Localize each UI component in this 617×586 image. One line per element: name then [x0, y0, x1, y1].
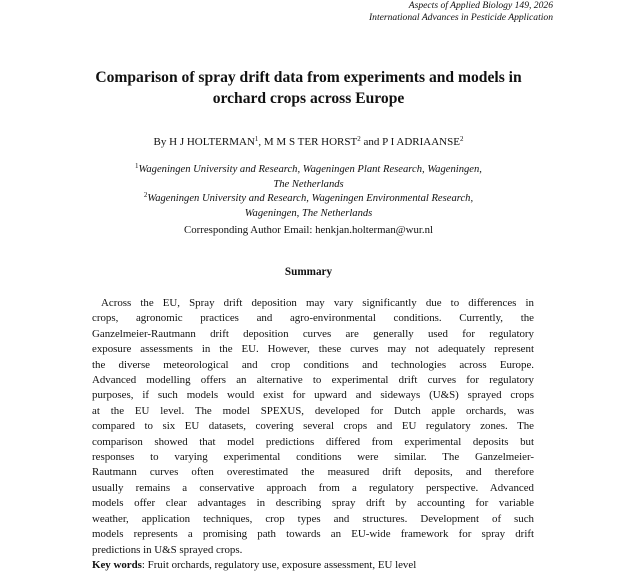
author-name: P I ADRIAANSE	[382, 136, 460, 148]
abstract-line: weather, application techniques, crop types and structures. Development of such	[92, 512, 534, 525]
summary-heading: Summary	[284, 266, 333, 278]
abstract-line: Across the EU, Spray drift deposition may vary significantly due to differences in	[101, 297, 534, 309]
affiliation-line: Wageningen, The Netherlands	[244, 207, 373, 219]
abstract-line: Rautmann curves often overestimated the measured drift deposits, and therefore	[92, 466, 534, 479]
abstract-line: Ganzelmeier-Rautmann drift deposition curves are generally used for regulatory	[92, 327, 534, 340]
affiliation-mark: 2	[143, 191, 148, 199]
author-affiliation-mark: 2	[459, 135, 464, 143]
author-list	[60, 135, 557, 149]
affiliation-line	[60, 163, 557, 178]
affiliation-text: Wageningen University and Research, Wageningen Plant Research, Wageningen,	[138, 164, 482, 175]
corresponding-author: Corresponding Author Email: henkjan.holterman@wur.nl	[184, 224, 433, 236]
abstract-body	[92, 296, 534, 558]
author-separator: and	[360, 136, 383, 148]
abstract-line: Advanced modelling offers an alternative to experimental drift curves for regulatory	[92, 374, 534, 387]
abstract-line: at the EU level. The model SPEXUS, developed for Dutch apple orchards, was	[92, 404, 534, 417]
abstract-line: purposes, if such models would exist for upward and sideways (U&S) sprayed crops	[92, 389, 534, 402]
running-head	[369, 0, 553, 24]
title-line-2: orchard crops across Europe	[212, 90, 405, 107]
keywords-label: Key words	[92, 559, 142, 571]
abstract-line: the diverse meteorological and crop conditions and technologies across Europe.	[92, 358, 534, 371]
keywords-text: Fruit orchards, regulatory use, exposure assessment, EU level	[147, 559, 417, 571]
abstract-line: models offer clear advantages in describing spray drift by accounting for variable	[92, 497, 534, 510]
author-name: H J HOLTERMAN	[169, 136, 255, 148]
abstract-line: responses to varying experimental conditions were similar. The Ganzelmeier-	[92, 451, 534, 464]
author-name: M M S TER HORST	[263, 136, 358, 148]
abstract-line: exposure assessments in the EU. However, these curves may not adequately represent	[92, 343, 534, 356]
abstract-line: predictions in U&S sprayed crops.	[92, 543, 243, 556]
author-affiliation-mark: 2	[357, 135, 361, 143]
keywords	[92, 558, 534, 572]
author-separator: ,	[258, 136, 264, 148]
abstract-line: comparison showed that model predictions differed from experimental deposits but	[92, 435, 534, 448]
affiliation-text: Wageningen University and Research, Wageningen Environmental Research,	[147, 193, 474, 204]
affiliation-line: The Netherlands	[273, 178, 344, 190]
journal-citation: Aspects of Applied Biology 149, 2026	[408, 0, 553, 11]
affiliation-1	[60, 163, 557, 192]
author-affiliation-mark: 1	[254, 135, 259, 143]
affiliation-line	[60, 192, 557, 207]
abstract-line: usually remains a conservative approach from a regulatory perspective. Advanced	[92, 481, 534, 494]
keywords-colon: :	[141, 559, 148, 571]
abstract-line: crops, agronomic practices and agro-environmental conditions. Currently, the	[92, 312, 534, 325]
affiliation-mark: 1	[135, 162, 139, 170]
authors-prefix: By	[153, 136, 170, 148]
abstract-line: models represents a promising path towards an EU-wide framework for spray drift	[92, 528, 534, 541]
title-line-1: Comparison of spray drift data from experiments and models in	[95, 69, 522, 86]
paper-title	[60, 67, 557, 109]
volume-title: International Advances in Pesticide Application	[368, 12, 553, 23]
abstract-line: compared to six EU datasets, covering several crops and EU regulatory zones. The	[92, 420, 534, 433]
affiliation-2	[60, 192, 557, 221]
